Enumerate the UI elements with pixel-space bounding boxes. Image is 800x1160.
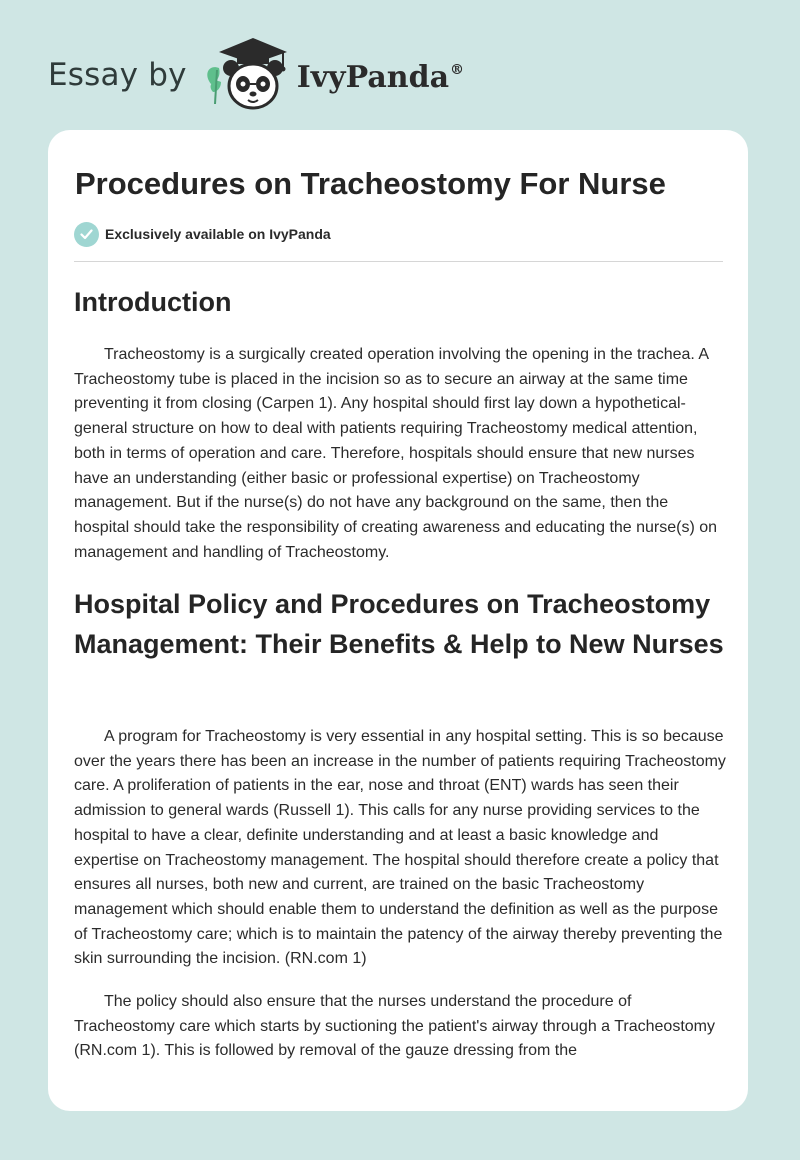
brand-text: IvyPanda — [296, 59, 450, 95]
check-circle-icon — [74, 222, 99, 247]
site-header — [48, 34, 464, 114]
brand-name[interactable] — [297, 60, 464, 95]
exclusive-badge-label: Exclusively available on IvyPanda — [105, 226, 331, 242]
essay-card — [48, 130, 748, 1111]
essay-by-label: Essay by — [48, 57, 187, 93]
registered-mark: ® — [450, 61, 465, 78]
section-heading-introduction: Introduction — [74, 287, 232, 317]
section-heading-hospital-policy: Hospital Policy and Procedures on Tracheostomy Management: Their Benefits & Help to New Nurses — [74, 589, 724, 659]
page-title: Procedures on Tracheostomy For Nurse — [75, 166, 666, 201]
paragraph-introduction: Tracheostomy is a surgically created operation involving the opening in the trachea. A Tracheostomy tube is placed in the incision so as to secure an airway at the same time preventing it from closing (Carpen 1). Any hospital should first lay down a hypothetical-general structure on how to deal with patients requiring Tracheostomy medical attention, both in terms of operation and care. Therefore, hospitals should ensure that new nurses have an understanding (either basic or professional expertise) on Tracheostomy management. But if the nurse(s) do not have any background on the same, then the hospital should take the responsibility of creating awareness and educating the nurse(s) on management and handling of Tracheostomy. — [74, 346, 718, 561]
exclusive-badge — [74, 221, 331, 247]
title-divider — [74, 261, 723, 262]
panda-graduate-icon[interactable] — [201, 34, 291, 114]
paragraph-hospital-policy-1: A program for Tracheostomy is very essential in any hospital setting. This is so because over the years there has been an increase in the number of patients requiring Tracheostomy care. A proliferation of patients in the ear, nose and throat (ENT) wards has seen their admission to general wards (Russell 1). This calls for any nurse providing services to the hospital to have a clear, definite understanding and at least a basic knowledge and expertise on Tracheostomy management. The hospital should therefore create a policy that ensures all nurses, both new and current, are trained on the basic Tracheostomy management which should enable them to understand the definition as well as the purpose of Tracheostomy care; which is to maintain the patency of the airway thereby preventing the skin surrounding the incision. (RN.com 1) — [74, 728, 726, 968]
paragraph-hospital-policy-2: The policy should also ensure that the nurses understand the procedure of Tracheostomy care which starts by suctioning the patient's airway through a Tracheostomy (RN.com 1). This is followed by removal of the gauze dressing from the — [74, 993, 715, 1060]
